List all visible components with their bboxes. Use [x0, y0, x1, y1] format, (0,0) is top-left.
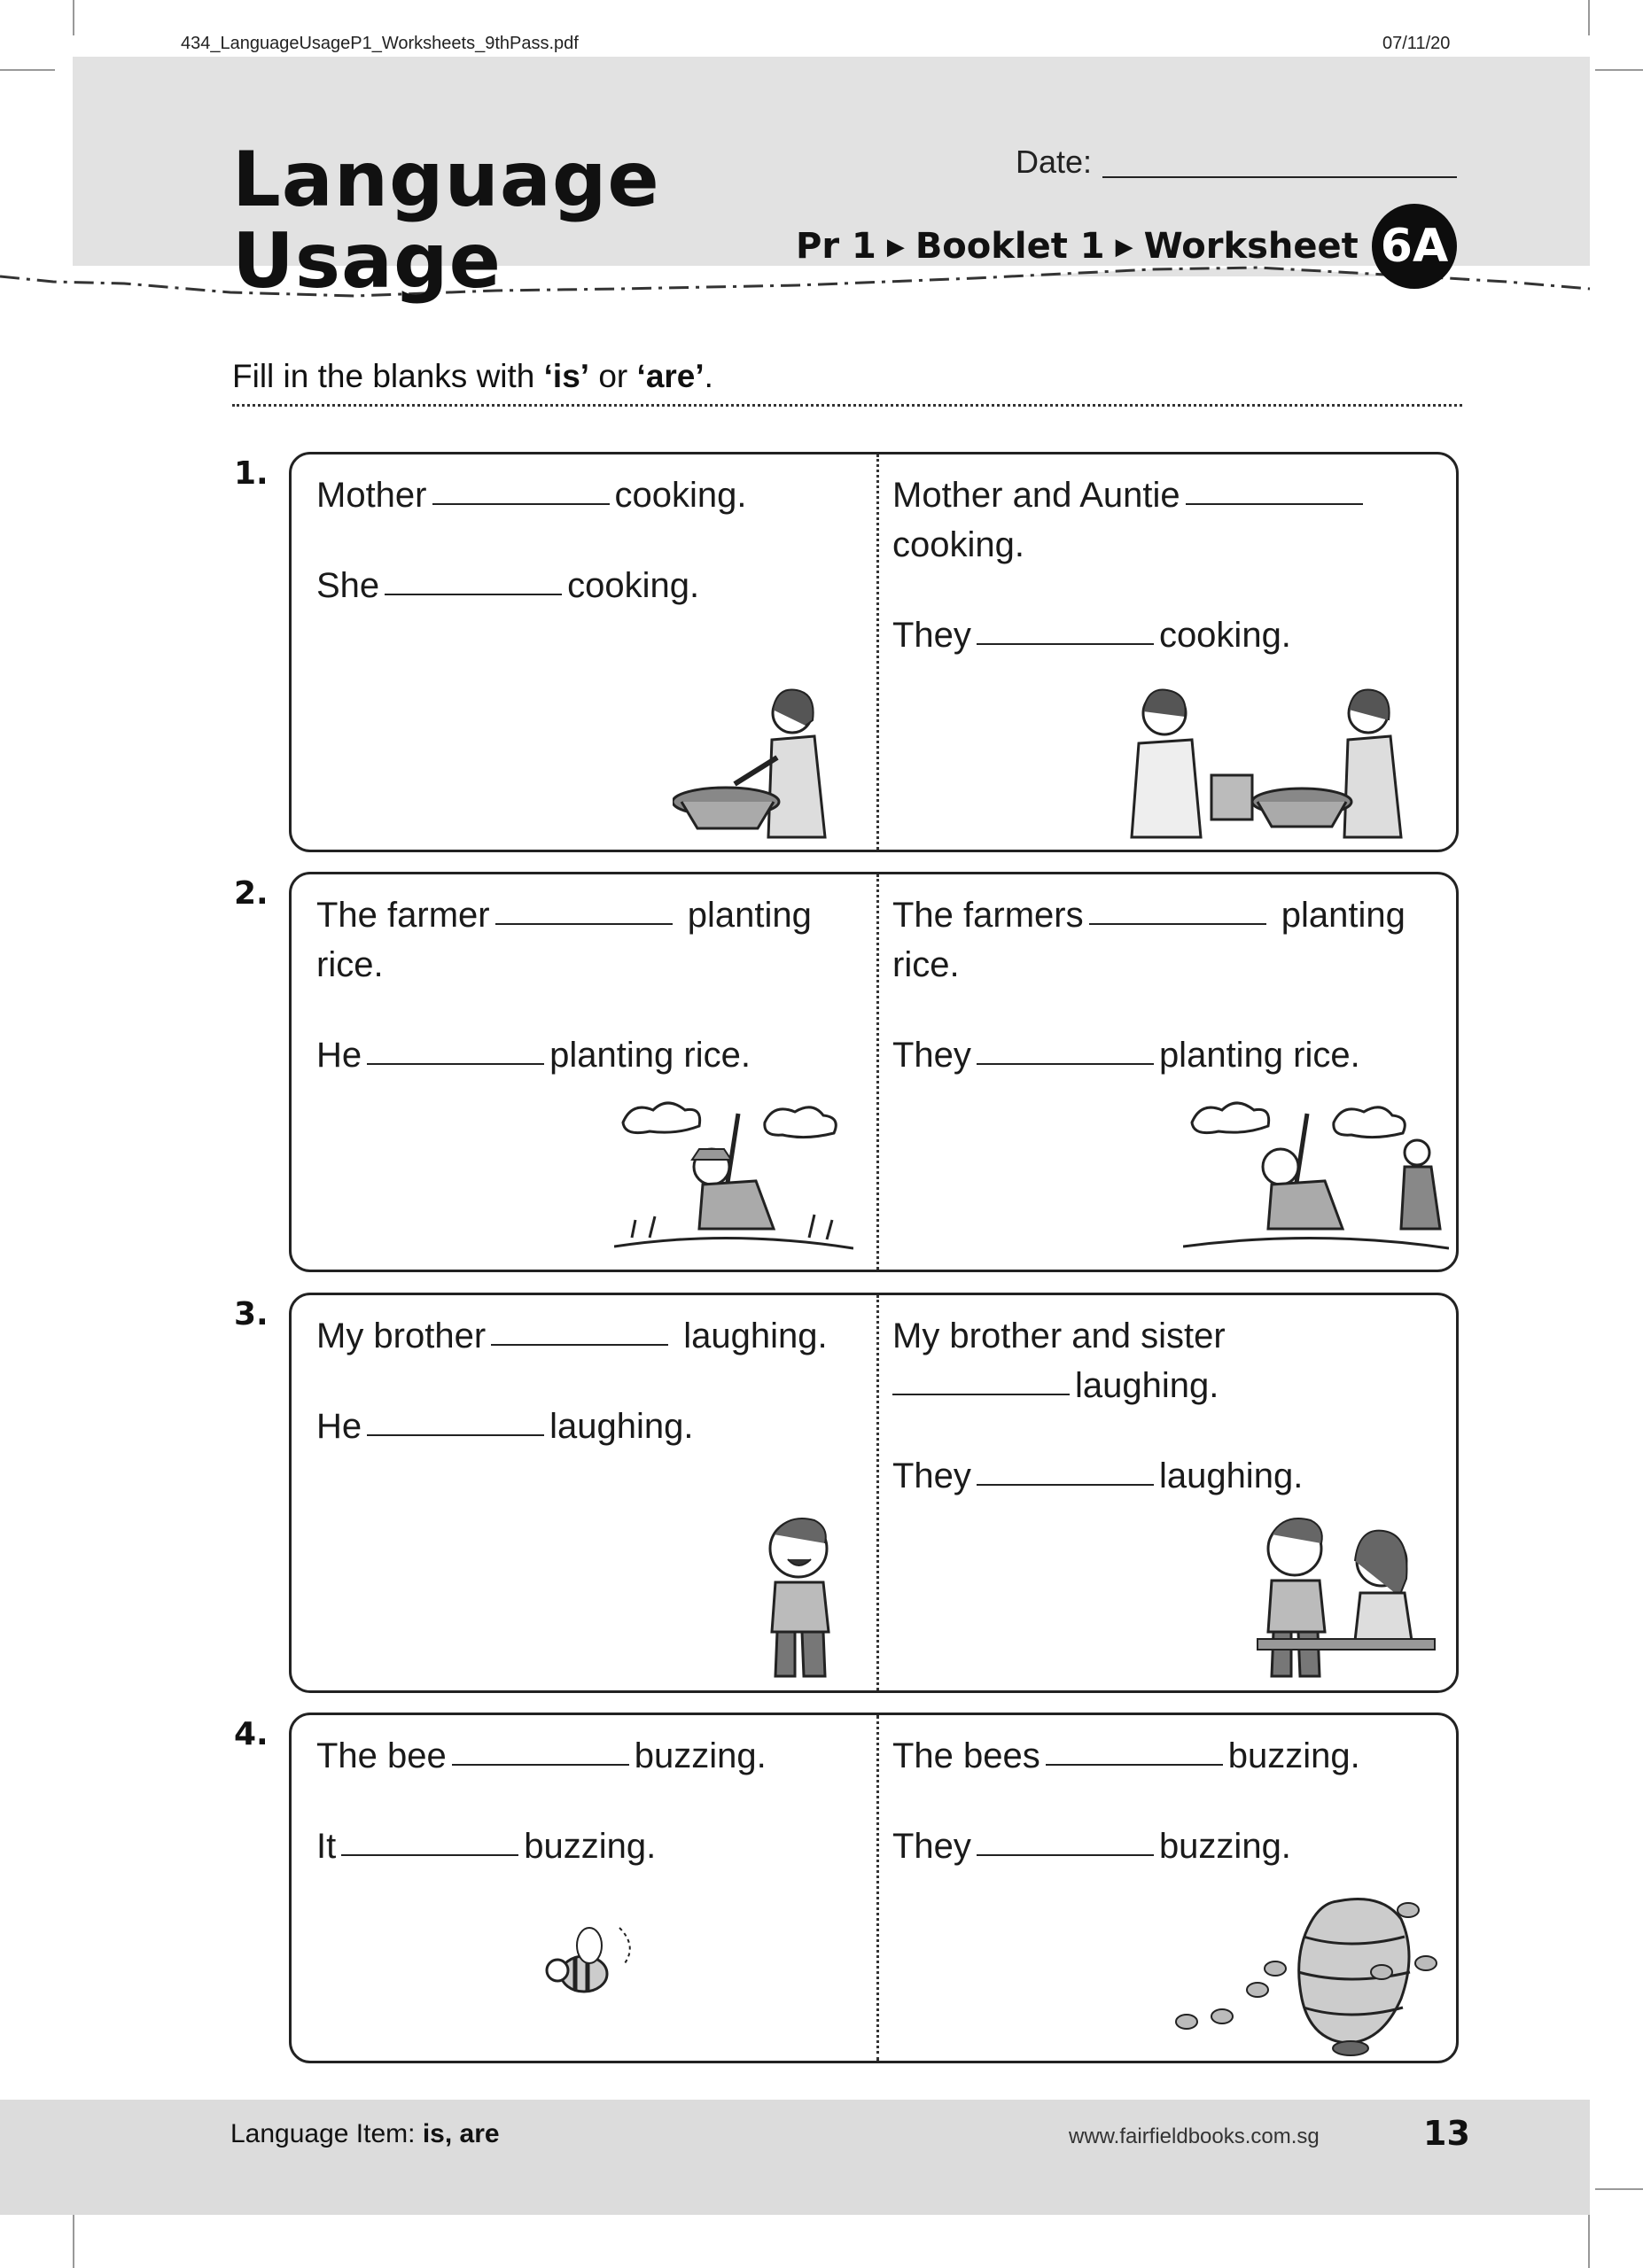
instruction-option-are: ‘are’	[636, 358, 705, 394]
sentence-start: The farmer	[316, 896, 490, 935]
sentence-start: They	[892, 616, 971, 655]
woman-cooking-illustration	[673, 678, 850, 846]
question-3-left	[316, 1311, 857, 1451]
sentence	[316, 1311, 857, 1361]
question-4-left	[316, 1731, 857, 1871]
sentence-end: laughing.	[1075, 1366, 1219, 1405]
answer-blank[interactable]	[452, 1737, 629, 1766]
breadcrumb	[796, 226, 1359, 267]
sentence	[316, 1030, 857, 1080]
answer-blank[interactable]	[977, 1037, 1154, 1065]
question-number: 4.	[234, 1716, 269, 1752]
question-2-right	[892, 890, 1433, 1080]
question-number: 2.	[234, 875, 269, 912]
sentence-start: They	[892, 1456, 971, 1495]
sentence-end: planting rice.	[549, 1036, 751, 1075]
instruction-mid: or	[589, 358, 637, 394]
page-title-line-2: Usage	[232, 217, 502, 306]
instruction-option-is: ‘is’	[543, 358, 590, 394]
answer-blank[interactable]	[367, 1408, 544, 1436]
farmers-planting-illustration	[1183, 1096, 1449, 1264]
answer-blank[interactable]	[491, 1317, 668, 1346]
date-blank[interactable]	[1102, 176, 1457, 178]
two-women-cooking-illustration	[1116, 678, 1444, 846]
language-item	[230, 2119, 500, 2149]
bee-illustration	[540, 1919, 646, 2016]
sentence-start: They	[892, 1036, 971, 1075]
question-box-3	[289, 1293, 1459, 1693]
sentence-start: The farmers	[892, 896, 1084, 935]
crop-mark	[73, 2215, 74, 2268]
sentence-end: buzzing.	[1158, 1827, 1291, 1866]
answer-blank[interactable]	[977, 617, 1154, 645]
answer-blank[interactable]	[977, 1457, 1154, 1486]
instruction-suffix: .	[704, 358, 713, 394]
breadcrumb-arrow-icon: ▶	[886, 234, 905, 260]
answer-blank[interactable]	[432, 477, 610, 505]
sentence-end: cooking.	[892, 525, 1024, 564]
sentence-end: laughing.	[683, 1317, 828, 1355]
instruction	[232, 358, 713, 395]
sentence-start: Mother	[316, 476, 427, 515]
boy-and-girl-laughing-illustration	[1249, 1508, 1444, 1685]
sentence	[892, 1451, 1433, 1501]
question-2-left	[316, 890, 857, 1080]
answer-blank[interactable]	[495, 897, 673, 925]
sentence-start: My brother	[316, 1317, 487, 1355]
sentence-start: He	[316, 1036, 362, 1075]
sentence-start: The bee	[316, 1736, 447, 1775]
breadcrumb-arrow-icon: ▶	[1115, 234, 1133, 260]
column-divider	[876, 874, 879, 1270]
sentence-end: cooking.	[614, 476, 747, 515]
crop-mark	[1595, 2188, 1643, 2190]
sentence-end: buzzing.	[634, 1736, 767, 1775]
publisher-url: www.fairfieldbooks.com.sg	[1069, 2124, 1320, 2148]
sentence-end: planting rice.	[316, 896, 812, 984]
column-divider	[876, 1715, 879, 2061]
level-label: Pr 1	[796, 226, 876, 267]
sentence-end: laughing.	[1158, 1456, 1304, 1495]
sentence	[892, 890, 1433, 990]
footer-band	[0, 2100, 1590, 2215]
page-number: 13	[1423, 2114, 1470, 2153]
crop-mark	[1595, 69, 1643, 71]
print-filename: 434_LanguageUsageP1_Worksheets_9thPass.pdf	[181, 34, 579, 53]
sentence	[316, 561, 857, 610]
sentence-end: buzzing.	[524, 1827, 657, 1866]
answer-blank[interactable]	[385, 567, 562, 595]
sentence-end: cooking.	[567, 566, 700, 605]
crop-mark	[73, 0, 74, 35]
question-number: 3.	[234, 1296, 269, 1332]
question-box-4	[289, 1713, 1459, 2063]
column-divider	[876, 454, 879, 850]
worksheet-label: Worksheet	[1143, 226, 1359, 267]
question-box-2	[289, 872, 1459, 1272]
sentence	[892, 610, 1433, 660]
booklet-label: Booklet 1	[915, 226, 1105, 267]
sentence-start: Mother and Auntie	[892, 476, 1180, 515]
crop-mark	[0, 69, 55, 71]
date-field[interactable]	[1016, 144, 1457, 181]
answer-blank[interactable]	[977, 1828, 1154, 1856]
sentence	[316, 1402, 857, 1451]
instruction-divider	[232, 404, 1462, 407]
answer-blank[interactable]	[892, 1367, 1070, 1395]
sentence	[892, 1311, 1433, 1410]
worksheet-badge: 6A	[1372, 204, 1457, 289]
sentence-start: The bees	[892, 1736, 1040, 1775]
print-date: 07/11/20	[1382, 34, 1451, 53]
question-1-right	[892, 470, 1433, 660]
answer-blank[interactable]	[1186, 477, 1363, 505]
sentence-start: It	[316, 1827, 337, 1866]
question-3-right	[892, 1311, 1433, 1501]
answer-blank[interactable]	[1089, 897, 1266, 925]
answer-blank[interactable]	[367, 1037, 544, 1065]
page-title-line-1: Language	[232, 136, 660, 224]
language-item-value: is, are	[422, 2119, 500, 2148]
sentence	[316, 1821, 857, 1871]
sentence-start: They	[892, 1827, 971, 1866]
answer-blank[interactable]	[1046, 1737, 1223, 1766]
sentence	[892, 1731, 1433, 1781]
sentence	[316, 890, 857, 990]
sentence	[316, 470, 857, 520]
sentence-end: planting rice.	[1158, 1036, 1360, 1075]
sentence-end: laughing.	[549, 1407, 694, 1446]
answer-blank[interactable]	[341, 1828, 518, 1856]
sentence-end: planting rice.	[892, 896, 1406, 984]
crop-mark	[1588, 2215, 1590, 2268]
sentence-start: He	[316, 1407, 362, 1446]
beehive-illustration	[1169, 1884, 1444, 2061]
question-4-right	[892, 1731, 1433, 1871]
instruction-prefix: Fill in the blanks with	[232, 358, 544, 394]
date-label: Date:	[1016, 144, 1093, 180]
sentence	[892, 1030, 1433, 1080]
sentence	[316, 1731, 857, 1781]
question-1-left	[316, 470, 857, 610]
sentence	[892, 1821, 1433, 1871]
question-box-1	[289, 452, 1459, 852]
crop-mark	[1588, 0, 1590, 35]
sentence-start: My brother and sister	[892, 1317, 1226, 1355]
sentence-end: cooking.	[1158, 616, 1291, 655]
column-divider	[876, 1295, 879, 1690]
question-number: 1.	[234, 455, 269, 492]
sentence	[892, 470, 1433, 570]
sentence-end: buzzing.	[1227, 1736, 1360, 1775]
boy-laughing-illustration	[744, 1508, 850, 1685]
sentence-start: She	[316, 566, 380, 605]
language-item-label: Language Item:	[230, 2119, 416, 2148]
farmer-planting-illustration	[614, 1096, 853, 1264]
